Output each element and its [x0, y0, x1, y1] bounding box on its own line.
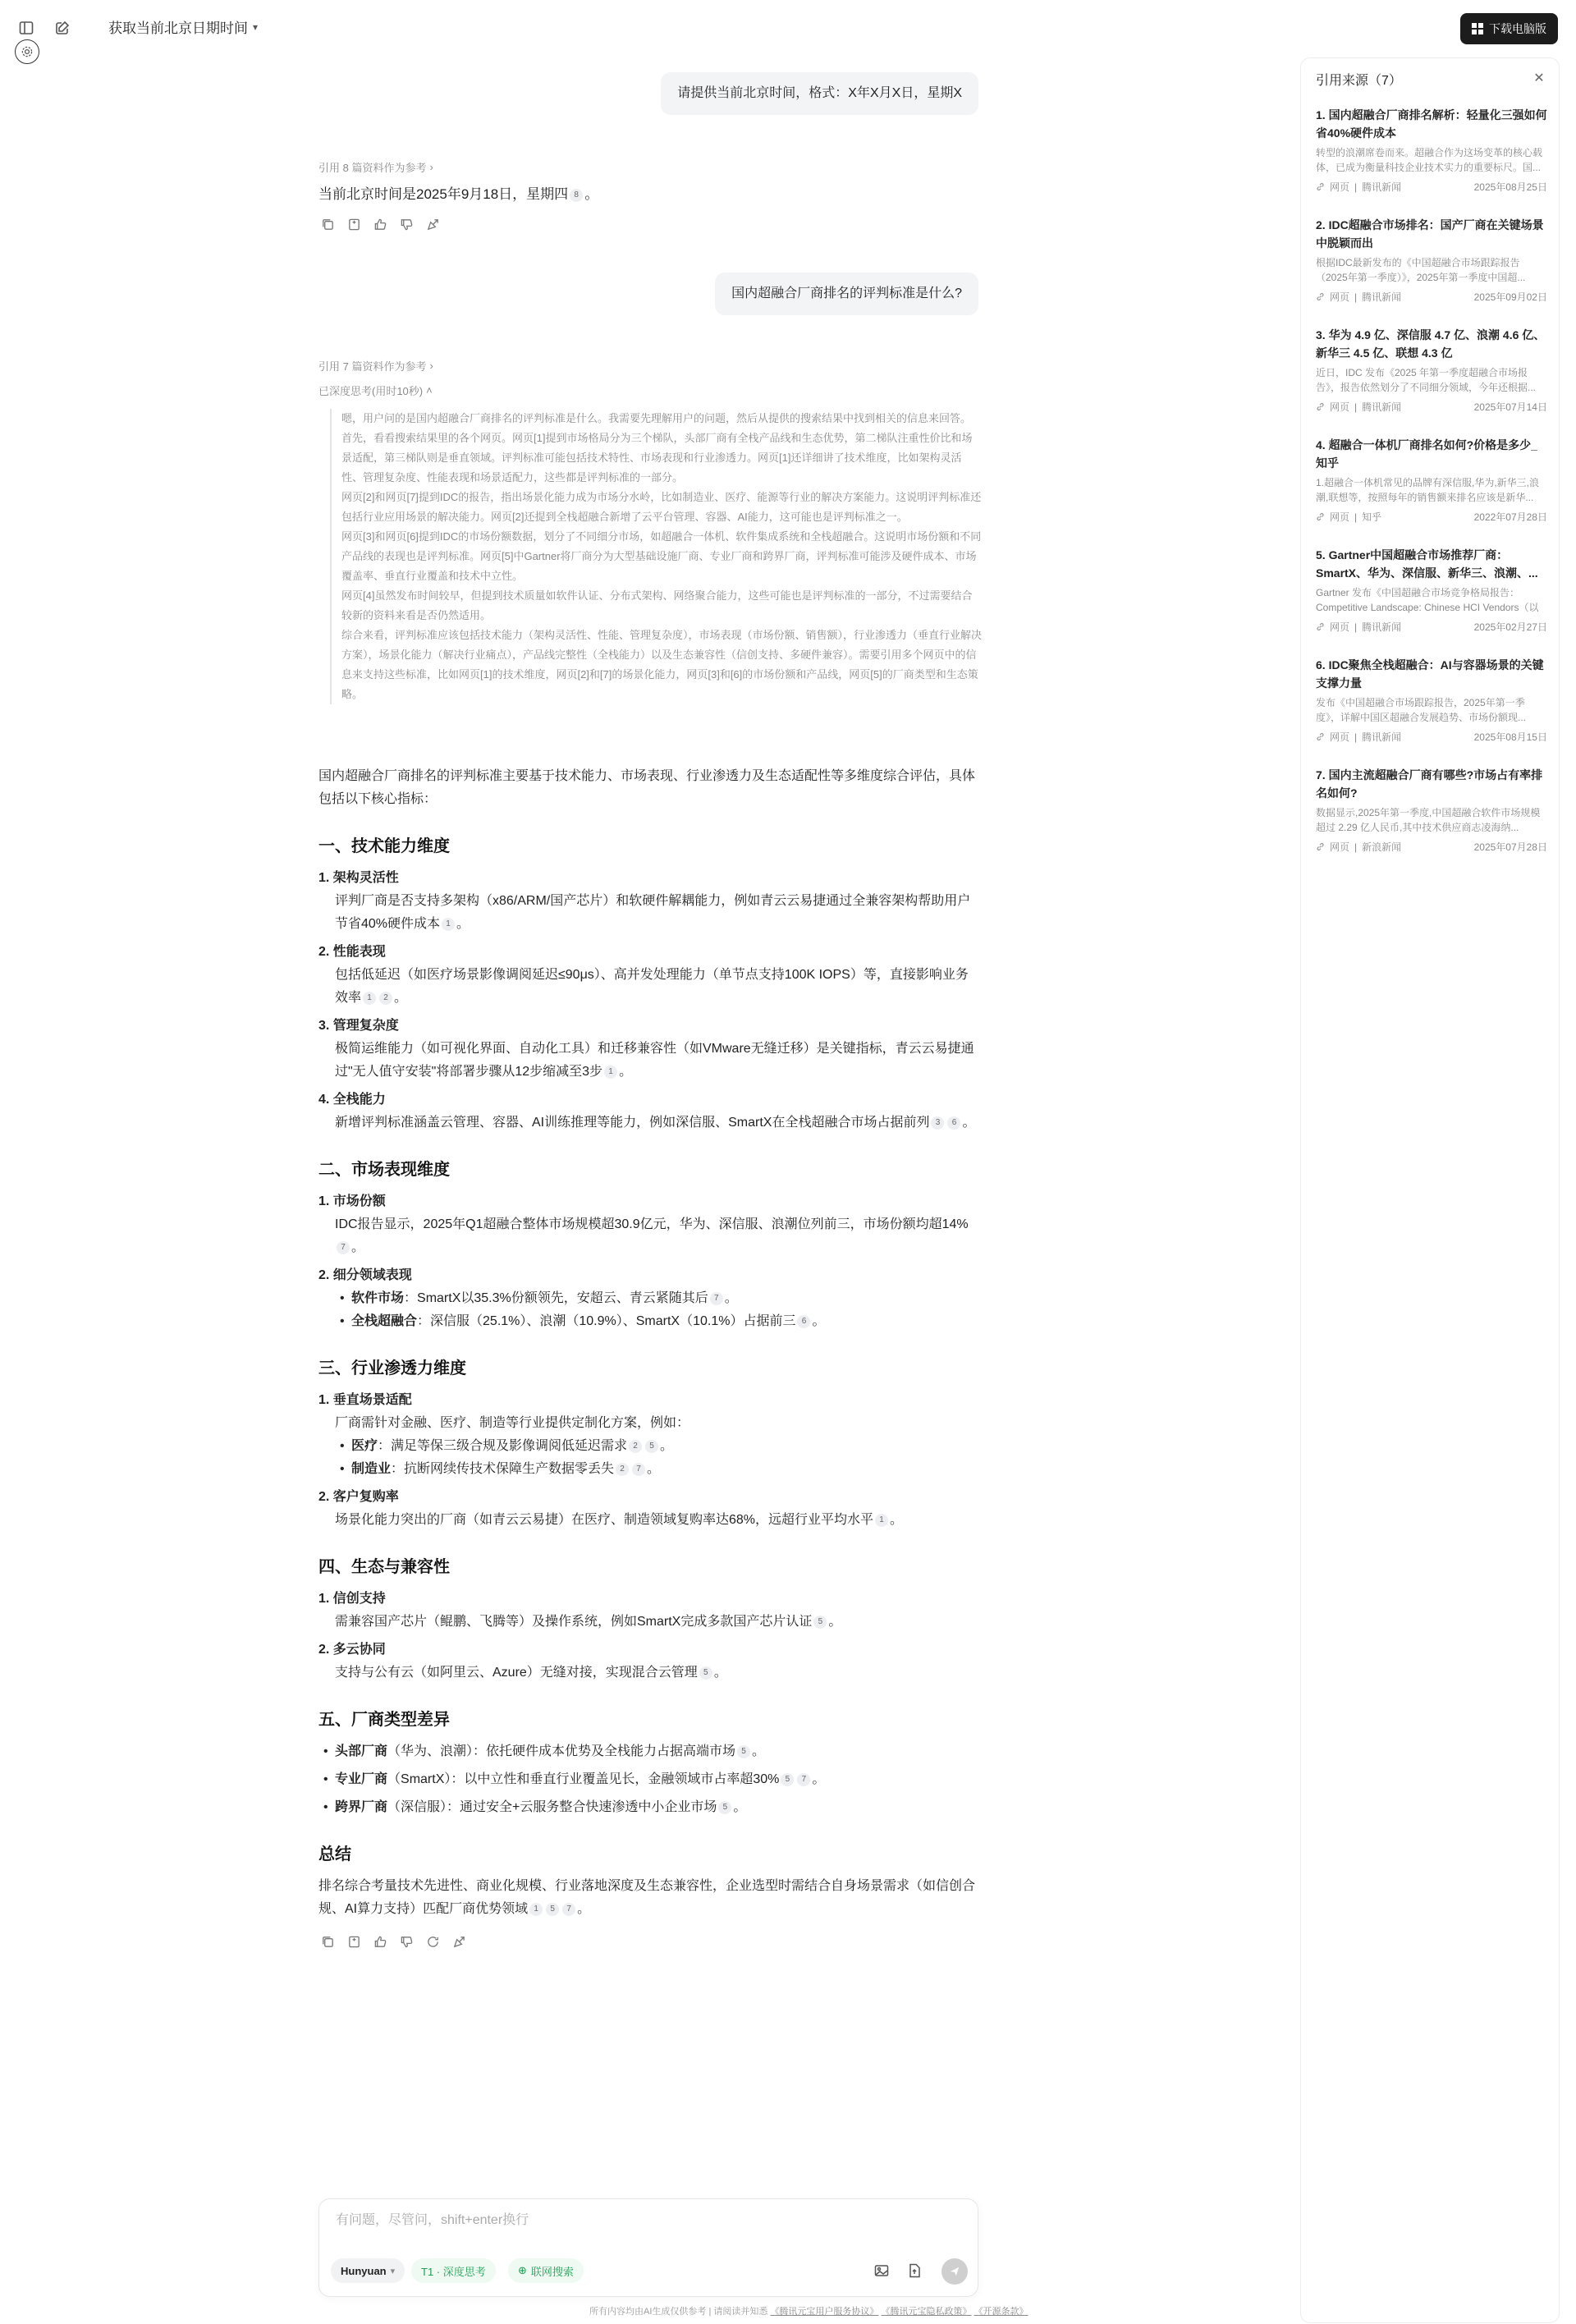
copy-icon[interactable]: [318, 1932, 337, 1950]
message-actions: [318, 1932, 978, 1950]
windows-icon: [1472, 23, 1483, 34]
item-desc: 需兼容国产芯片（鲲鹏、飞腾等）及操作系统，例如SmartX完成多款国产芯片认证 5 。: [335, 1615, 842, 1629]
citation-badge[interactable]: 6: [797, 1315, 810, 1328]
reference-type: 网页: [1330, 621, 1350, 633]
reference-title: 4. 超融合一体机厂商排名如何?价格是多少_知乎: [1316, 438, 1537, 470]
item-title: 4. 全栈能力: [318, 1093, 386, 1107]
citation-badge[interactable]: 6: [947, 1116, 960, 1130]
download-desktop-button[interactable]: [1460, 13, 1558, 44]
citation-badge[interactable]: 1: [363, 992, 376, 1005]
citation-badge[interactable]: 7: [562, 1903, 575, 1916]
chevron-right-icon: ›: [429, 161, 433, 173]
item-desc: 评判厂商是否支持多架构（x86/ARM/国产芯片）和软硬件解耦能力，例如青云云易捷通过全兼容架构帮助用户节省40%硬件成本 1 。: [335, 894, 971, 931]
terms-link[interactable]: 《腾讯元宝用户服务协议》: [770, 2307, 879, 2317]
reference-title: 5. Gartner中国超融合市场推荐厂商：SmartX、华为、深信服、新华三、浪潮、...: [1316, 548, 1538, 580]
bullet-item: • 头部厂商（华为、浪潮）：依托硬件成本优势及全栈能力占据高端市场 5 。: [318, 1740, 978, 1763]
item-title: 2. 性能表现: [318, 945, 386, 959]
summary-heading: 总结: [318, 1845, 351, 1863]
message-actions: [318, 215, 442, 233]
bullet-item: • 软件市场：SmartX以35.3%份额领先，安超云、青云紧随其后 7 。: [318, 1287, 978, 1310]
citation-badge[interactable]: 2: [616, 1463, 629, 1476]
footer-text: 所有内容均由AI生成仅供参考 | 请阅读并知悉: [589, 2307, 768, 2317]
citation-badge[interactable]: 5: [813, 1616, 827, 1629]
bullet-text: （SmartX）：以中立性和垂直行业覆盖见长，金融领域市占率超30%: [387, 1772, 780, 1786]
item-desc-text: 评判厂商是否支持多架构（x86/ARM/国产芯片）和软硬件解耦能力，例如青云云易捷通过全兼容架构帮助用户节省40%硬件成本: [335, 894, 971, 931]
reference-source: 知乎: [1362, 511, 1382, 523]
answer-body: [318, 765, 978, 1950]
reference-source: 腾讯新闻: [1362, 181, 1402, 193]
reference-snippet: Gartner 发布《中国超融合市场竞争格局报告：Competitive Landscape: Chinese HCI Vendors（以: [1316, 587, 1539, 613]
reference-type: 网页: [1330, 291, 1350, 303]
reference-snippet: 发布《中国超融合市场跟踪报告，2025年第一季度》，详解中国区超融合发展趋势、市场份额现...: [1316, 697, 1527, 723]
reference-count-link[interactable]: [318, 358, 433, 374]
item-desc-text: 新增评判标准涵盖云管理、容器、AI训练推理等能力，例如深信服、SmartX在全栈超融合市场占据前列: [335, 1116, 930, 1130]
reference-count-link[interactable]: [318, 159, 433, 175]
bullet-key: 头部厂商: [335, 1744, 388, 1758]
file-upload-icon[interactable]: [904, 2260, 925, 2281]
reference-card[interactable]: [1316, 766, 1547, 854]
web-search-label: 联网搜索: [530, 2265, 574, 2278]
reference-meta: [1316, 290, 1547, 304]
reference-type: 网页: [1330, 731, 1350, 743]
reference-title: 7. 国内主流超融合厂商有哪些?市场占有率排名如何?: [1316, 768, 1543, 800]
reference-card[interactable]: [1316, 216, 1547, 304]
share-icon[interactable]: [450, 1932, 468, 1950]
reference-meta: [1316, 400, 1547, 414]
reference-count-text: 引用 8 篇资料作为参考: [318, 162, 427, 174]
reference-count-text: 引用 7 篇资料作为参考: [318, 360, 427, 373]
web-search-toggle[interactable]: [508, 2258, 584, 2283]
reference-source: 新浪新闻: [1362, 841, 1402, 853]
link-icon: [1316, 402, 1325, 411]
chevron-down-icon: ▾: [390, 2266, 396, 2276]
bullet-item: • 制造业：抗断网续传技术保障生产数据零丢失 2 7 。: [318, 1458, 978, 1481]
top-bar: [0, 0, 1576, 57]
citation-badge[interactable]: 7: [632, 1463, 645, 1476]
reference-title: 2. IDC超融合市场排名：国产厂商在关键场景中脱颖而出: [1316, 218, 1544, 250]
globe-icon: ⊕: [518, 2264, 527, 2276]
bullet-item: • 专业厂商（SmartX）：以中立性和垂直行业覆盖见长，金融领域市占率超30% 5 7 。: [318, 1768, 978, 1791]
list-item: [318, 1015, 978, 1084]
chevron-down-icon: ▾: [253, 21, 259, 33]
reference-date: 2025年07月28日: [1473, 841, 1547, 853]
citation-badge[interactable]: 1: [529, 1903, 543, 1916]
reference-source: 腾讯新闻: [1362, 731, 1402, 743]
link-icon: [1316, 622, 1325, 631]
thumbs-up-icon[interactable]: [371, 1932, 389, 1950]
item-desc: 厂商需针对金融、医疗、制造等行业提供定制化方案，例如：: [335, 1416, 690, 1430]
citation-badge[interactable]: 1: [604, 1066, 617, 1079]
citation-badge[interactable]: 1: [875, 1514, 888, 1527]
section-heading: 四、生态与兼容性: [318, 1558, 450, 1576]
thinking-paragraph: 网页[3]和网页[6]提到IDC的市场份额数据，划分了不同细分市场，如超融合一体机、软件集成系统和全栈超融合。这说明市场份额和不同产品线的表现也是评判标准。网页[5]中Gartner将厂商分为大型基础设施厂商、专业厂商和跨界厂商，评判标准可能涉及硬件成本、市场覆盖率、垂直行业覆盖和技术中立性。: [341, 530, 982, 582]
meta-separator: |: [1354, 401, 1358, 413]
bookmark-icon[interactable]: [345, 1932, 363, 1950]
citation-badge[interactable]: 2: [629, 1440, 642, 1453]
bullet-item: • 医疗：满足等保三级合规及影像调阅低延迟需求 2 5 。: [318, 1435, 978, 1458]
deep-think-label: T1 · 深度思考: [421, 2265, 486, 2278]
bullet-text: （华为、浪潮）：依托硬件成本优势及全栈能力占据高端市场: [387, 1744, 736, 1758]
download-desktop-label: 下载电脑版: [1489, 22, 1546, 35]
item-desc-text: 极简运维能力（如可视化界面、自动化工具）和迁移兼容性（如VMware无缝迁移）是关键指标，青云云易捷通过"无人值守安装"将部署步骤从12步缩减至3步: [335, 1042, 974, 1079]
reference-snippet: 转型的浪潮席卷而来。超融合作为这场变革的核心载体，已成为衡量科技企业技术实力的重要标尺。国...: [1316, 147, 1543, 173]
share-icon[interactable]: [424, 215, 442, 233]
reference-type: 网页: [1330, 841, 1350, 853]
citation-badge[interactable]: 5: [737, 1745, 750, 1758]
item-title: 2. 客户复购率: [318, 1490, 399, 1504]
bullet-key: 软件市场: [351, 1291, 405, 1305]
copy-icon[interactable]: [318, 215, 337, 233]
conversation-title[interactable]: [108, 16, 258, 37]
close-icon[interactable]: ✕: [1533, 71, 1545, 85]
bullet-key: 跨界厂商: [335, 1800, 388, 1814]
item-title: 2. 细分领域表现: [318, 1268, 412, 1282]
meta-separator: |: [1354, 181, 1358, 193]
reference-card[interactable]: [1316, 436, 1547, 524]
citation-badge[interactable]: 7: [337, 1241, 350, 1254]
item-title: 1. 垂直场景适配: [318, 1393, 412, 1407]
footer-disclaimer: [589, 2304, 1029, 2317]
conversation-title-text: 获取当前北京日期时间: [108, 21, 248, 36]
reference-snippet: 1.超融合一体机常见的品牌有深信服,华为,新华三,浪潮,联想等，按照每年的销售额来排名应该是新华...: [1316, 477, 1540, 503]
item-desc-text: 场景化能力突出的厂商（如青云云易捷）在医疗、制造领域复购率达68%，远超行业平均水平: [335, 1513, 874, 1527]
citation-badge[interactable]: 8: [570, 189, 583, 202]
meta-separator: |: [1354, 511, 1358, 523]
section-heading: 二、市场表现维度: [318, 1161, 450, 1179]
bullet-text: ：SmartX以35.3%份额领先，安超云、青云紧随其后: [404, 1291, 708, 1305]
thinking-paragraph: 首先，看看搜索结果里的各个网页。网页[1]提到市场格局分为三个梯队，头部厂商有全栈产品线和生态优势，第二梯队注重性价比和场景适配，第三梯队则是垂直领域。评判标准可能包括技术特性、市场表现和行业渗透力。网页[1]还详细讲了技术维度，比如架构灵活性、管理复杂度、性能表现和场景适配力，这些都是评判标准的一部分。: [341, 432, 973, 484]
bullet-item: • 全栈超融合：深信服（25.1%）、浪潮（10.9%）、SmartX（10.1%）占据前三 6 。: [318, 1310, 978, 1333]
user-message: [661, 72, 978, 115]
item-title: 1. 信创支持: [318, 1592, 386, 1606]
references-header: 引用来源（7）: [1316, 74, 1402, 88]
item-desc-text: IDC报告显示，2025年Q1超融合整体市场规模超30.9亿元，华为、深信服、浪潮位列前三，市场份额均超14%: [335, 1217, 969, 1231]
chevron-up-icon: ˄: [426, 384, 433, 397]
bullet-key: 制造业: [351, 1462, 392, 1476]
answer-intro: 国内超融合厂商排名的评判标准主要基于技术能力、市场表现、行业渗透力及生态适配性等多维度综合评估，具体包括以下核心指标：: [318, 769, 976, 806]
reference-card[interactable]: [1316, 656, 1547, 744]
bullet-text: ：深信服（25.1%）、浪潮（10.9%）、SmartX（10.1%）占据前三: [417, 1314, 796, 1328]
link-icon: [1316, 292, 1325, 301]
thinking-paragraph: 网页[4]虽然发布时间较早，但提到技术质量如软件认证、分布式架构、网络聚合能力，这些可能也是评判标准的一部分，不过需要结合较新的资料来看是否仍然适用。: [341, 589, 973, 621]
chevron-right-icon: ›: [429, 360, 433, 372]
summary-text: 排名综合考量技术先进性、商业化规模、行业落地深度及生态兼容性，企业选型时需结合自身场景需求（如信创合规、AI算力支持）匹配厂商优势领域 1 5 7 。: [318, 1879, 976, 1916]
reference-type: 网页: [1330, 181, 1350, 193]
reference-card[interactable]: [1316, 106, 1547, 194]
item-desc-text: 支持与公有云（如阿里云、Azure）无缝对接，实现混合云管理: [335, 1666, 698, 1680]
reference-meta: [1316, 510, 1547, 524]
item-desc: 场景化能力突出的厂商（如青云云易捷）在医疗、制造领域复购率达68%，远超行业平均水平 1 。: [335, 1513, 904, 1527]
item-title: 3. 管理复杂度: [318, 1019, 399, 1033]
new-chat-icon[interactable]: [51, 16, 74, 39]
sidebar-toggle-icon[interactable]: [15, 16, 38, 39]
summary-text-content: 排名综合考量技术先进性、商业化规模、行业落地深度及生态兼容性，企业选型时需结合自身场景需求（如信创合规、AI算力支持）匹配厂商优势领域: [318, 1879, 976, 1916]
send-button[interactable]: [941, 2258, 968, 2285]
reference-date: 2025年08月25日: [1473, 181, 1547, 193]
reference-date: 2022年07月28日: [1473, 511, 1547, 523]
reference-meta: [1316, 730, 1547, 744]
item-title: 1. 市场份额: [318, 1194, 386, 1208]
item-desc: 包括低延迟（如医疗场景影像调阅延迟≤90μs）、高并发处理能力（单节点支持100K IOPS）等，直接影响业务效率 1 2 。: [335, 968, 969, 1005]
thumbs-down-icon[interactable]: [397, 215, 415, 233]
citation-badge[interactable]: 5: [718, 1801, 731, 1814]
model-selector[interactable]: [331, 2258, 405, 2283]
reference-meta: [1316, 840, 1547, 854]
reference-type: 网页: [1330, 511, 1350, 523]
thinking-paragraph: 综合来看，评判标准应该包括技术能力（架构灵活性、性能、管理复杂度），市场表现（市场份额、销售额），行业渗透力（垂直行业解决方案），场景化能力（解决行业痛点），产品线完整性（全栈能力）以及生态兼容性（信创支持、多硬件兼容）。需要引用多个网页中的信息来支持这些标准，比如网页[1]的技术维度，网页[2]和[7]的场景化能力，网页[3]和[6]的市场份额和产品线，网页[5]的厂商类型和生态策略。: [341, 629, 983, 700]
bullet-item: • 跨界厂商（深信服）：通过安全+云服务整合快速渗透中小企业市场 5 。: [318, 1796, 978, 1819]
section-heading: 五、厂商类型差异: [318, 1711, 450, 1729]
reference-date: 2025年09月02日: [1473, 291, 1547, 303]
regenerate-icon[interactable]: [424, 1932, 442, 1950]
citation-badge[interactable]: 7: [797, 1773, 810, 1786]
assistant-answer-text: 当前北京时间是2025年9月18日，星期四: [318, 186, 569, 202]
message-composer: [318, 2198, 978, 2297]
bullet-key: 全栈超融合: [351, 1314, 418, 1328]
citation-badge[interactable]: 2: [379, 992, 392, 1005]
citation-badge[interactable]: 1: [442, 918, 455, 931]
thinking-paragraph: 网页[2]和网页[7]提到IDC的报告，指出场景化能力成为市场分水岭，比如制造业、医疗、能源等行业的解决方案能力。这说明评判标准还包括行业应用场景的解决能力。网页[2]还提到全栈超融合新增了云平台管理、容器、AI能力，这可能也是评判标准之一。: [341, 491, 982, 523]
link-icon: [1316, 842, 1325, 851]
reference-meta: [1316, 620, 1547, 634]
deep-thinking-toggle[interactable]: [318, 383, 433, 398]
user-message: [715, 273, 978, 315]
reference-title: 6. IDC聚焦全栈超融合：AI与容器场景的关键支撑力量: [1316, 658, 1544, 690]
citation-badge[interactable]: 5: [781, 1773, 794, 1786]
list-item: [318, 867, 978, 936]
link-icon: [1316, 732, 1325, 741]
link-icon: [1316, 512, 1325, 521]
deep-think-toggle[interactable]: [411, 2258, 496, 2283]
item-desc: 新增评判标准涵盖云管理、容器、AI训练推理等能力，例如深信服、SmartX在全栈超融合市场占据前列 3 6 。: [335, 1116, 976, 1130]
reference-card[interactable]: [1316, 546, 1547, 634]
citation-badge[interactable]: 7: [710, 1292, 723, 1305]
citation-badge[interactable]: 3: [931, 1116, 944, 1130]
meta-separator: |: [1354, 731, 1358, 743]
references-panel: [1300, 57, 1560, 2323]
citation-badge[interactable]: 5: [645, 1440, 658, 1453]
list-item: [318, 941, 978, 1010]
send-icon: [949, 2266, 960, 2277]
reference-snippet: 根据IDC最新发布的《中国超融合市场跟踪报告（2025年第一季度）》，2025年第一季度中国超...: [1316, 257, 1526, 283]
bookmark-icon[interactable]: [345, 215, 363, 233]
reference-source: 腾讯新闻: [1362, 621, 1402, 633]
reference-title: 1. 国内超融合厂商排名解析：轻量化三强如何省40%硬件成本: [1316, 108, 1547, 140]
thinking-paragraph: 嗯，用户问的是国内超融合厂商排名的评判标准是什么。我需要先理解用户的问题，然后从提供的搜索结果中找到相关的信息来回答。: [341, 412, 972, 424]
item-title: 2. 多云协同: [318, 1643, 386, 1657]
item-desc-text: 包括低延迟（如医疗场景影像调阅延迟≤90μs）、高并发处理能力（单节点支持100K IOPS）等，直接影响业务效率: [335, 968, 969, 1005]
privacy-link[interactable]: 《腾讯元宝隐私政策》: [881, 2307, 972, 2317]
bullet-text: ：抗断网续传技术保障生产数据零丢失: [391, 1462, 615, 1476]
reference-meta: [1316, 180, 1547, 194]
bullet-key: 专业厂商: [335, 1772, 388, 1786]
item-desc: IDC报告显示，2025年Q1超融合整体市场规模超30.9亿元，华为、深信服、浪潮位列前三，市场份额均超14%7 。: [335, 1217, 969, 1254]
assistant-answer: 当前北京时间是2025年9月18日，星期四 8 。: [318, 186, 599, 202]
reference-date: 2025年02月27日: [1473, 621, 1547, 633]
reference-type: 网页: [1330, 401, 1350, 413]
model-selector-label: Hunyuan: [341, 2264, 387, 2277]
reference-snippet: 近日，IDC 发布《2025 年第一季度超融合市场报告》，报告依然划分了不同细分领域，今年还根据...: [1316, 367, 1537, 393]
app-logo-icon[interactable]: [15, 39, 39, 64]
thumbs-down-icon[interactable]: [397, 1932, 415, 1950]
bullet-text: （深信服）：通过安全+云服务整合快速渗透中小企业市场: [387, 1800, 717, 1814]
bullet-text: ：满足等保三级合规及影像调阅低延迟需求: [378, 1439, 628, 1453]
citation-badge[interactable]: 5: [546, 1903, 559, 1916]
reference-snippet: 数据显示,2025年第一季度,中国超融合软件市场规模超过 2.29 亿人民币,其中技术供应商志凌海纳...: [1316, 807, 1541, 833]
image-upload-icon[interactable]: [871, 2260, 892, 2281]
user-message-text: 请提供当前北京时间，格式：X年X月X日，星期X: [677, 86, 962, 100]
open-source-link[interactable]: 《开源条款》: [974, 2307, 1029, 2317]
reference-title: 3. 华为 4.9 亿、深信服 4.7 亿、浪潮 4.6 亿、新华三 4.5 亿、联想 4.3 亿: [1316, 328, 1546, 360]
list-item: [318, 1089, 978, 1134]
meta-separator: |: [1354, 621, 1358, 633]
section-heading: 一、技术能力维度: [318, 837, 450, 855]
item-desc: 极简运维能力（如可视化界面、自动化工具）和迁移兼容性（如VMware无缝迁移）是关键指标，青云云易捷通过"无人值守安装"将部署步骤从12步缩减至3步 1 。: [335, 1042, 974, 1079]
bullet-key: 医疗: [351, 1439, 378, 1453]
link-icon: [1316, 182, 1325, 191]
user-message-text: 国内超融合厂商排名的评判标准是什么?: [731, 286, 962, 300]
message-input[interactable]: [334, 2212, 961, 2229]
reference-source: 腾讯新闻: [1362, 291, 1402, 303]
reference-date: 2025年07月14日: [1473, 401, 1547, 413]
citation-badge[interactable]: 5: [699, 1666, 712, 1680]
reference-card[interactable]: [1316, 326, 1547, 414]
item-desc-text: 需兼容国产芯片（鲲鹏、飞腾等）及操作系统，例如SmartX完成多款国产芯片认证: [335, 1615, 813, 1629]
item-desc: 支持与公有云（如阿里云、Azure）无缝对接，实现混合云管理 5 。: [335, 1666, 727, 1680]
meta-separator: |: [1354, 841, 1358, 853]
thumbs-up-icon[interactable]: [371, 215, 389, 233]
item-title: 1. 架构灵活性: [318, 871, 399, 885]
section-heading: 三、行业渗透力维度: [318, 1359, 466, 1377]
deep-thinking-label: 已深度思考(用时10秒): [318, 385, 424, 397]
meta-separator: |: [1354, 291, 1358, 303]
reference-source: 腾讯新闻: [1362, 401, 1402, 413]
reference-date: 2025年08月15日: [1473, 731, 1547, 743]
thinking-process: [330, 409, 982, 704]
